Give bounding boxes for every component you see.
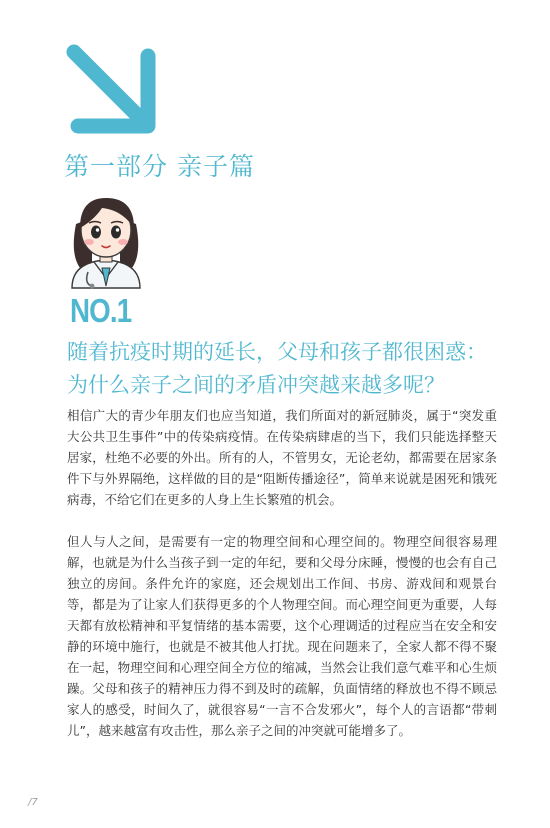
body-paragraph: 但人与人之间，是需要有一定的物理空间和心理空间的。物理空间很容易理解，也就是为什么当孩子到一定的年纪，要和父母分床睡，慢慢的也会有自己独立的房间。条件允许的家庭，还会规划出工作间、书房、游戏间和观景台等，都是为了让家人们获得更多的个人物理空间。而心理空间更为重要，人每天都有放松精神和平复情绪的基本需要，这个心理调适的过程应当在安全和安静的环境中施行，也就是不被其他人打扰。现在问题来了，全家人都不得不聚在一起，物理空间和心理空间全方位的缩减，当然会让我们意气难平和心生烦躁。父母和孩子的精神压力得不到及时的疏解，负面情绪的释放也不得不顾忌家人的感受，时间久了，就很容易“一言不合发邪火”，每个人的言语都“带刺儿”，越来越富有攻击性，那么亲子之间的冲突就可能增多了。 [67,534,497,738]
doctor-avatar-illustration [58,188,154,290]
headline-line: 随着抗疫时期的延长，父母和孩子都很困惑： [67,340,487,364]
page-number: /7 [28,797,38,808]
section-title: 第一部分 亲子篇 [64,152,255,181]
body-paragraph: 相信广大的青少年朋友们也应当知道，我们所面对的新冠肺炎，属于“突发重大公共卫生事件”中的传染病疫情。在传染病肆虐的当下，我们只能选择整天居家，杜绝不必要的外出。所有的人，不管男女，无论老幼，都需要在居家条件下与外界隔绝，这样做的目的是“阻断传播途径”，简单来说就是困死和饿死病毒，不给它们在更多的人身上生长繁殖的机会。 [67,408,497,507]
question-number: NO.1 [70,292,132,329]
body-text [67,405,497,762]
headline-line: 为什么亲子之间的矛盾冲突越来越多呢？ [67,373,445,397]
arrow-down-right-icon [66,44,162,140]
question-headline [67,336,507,402]
